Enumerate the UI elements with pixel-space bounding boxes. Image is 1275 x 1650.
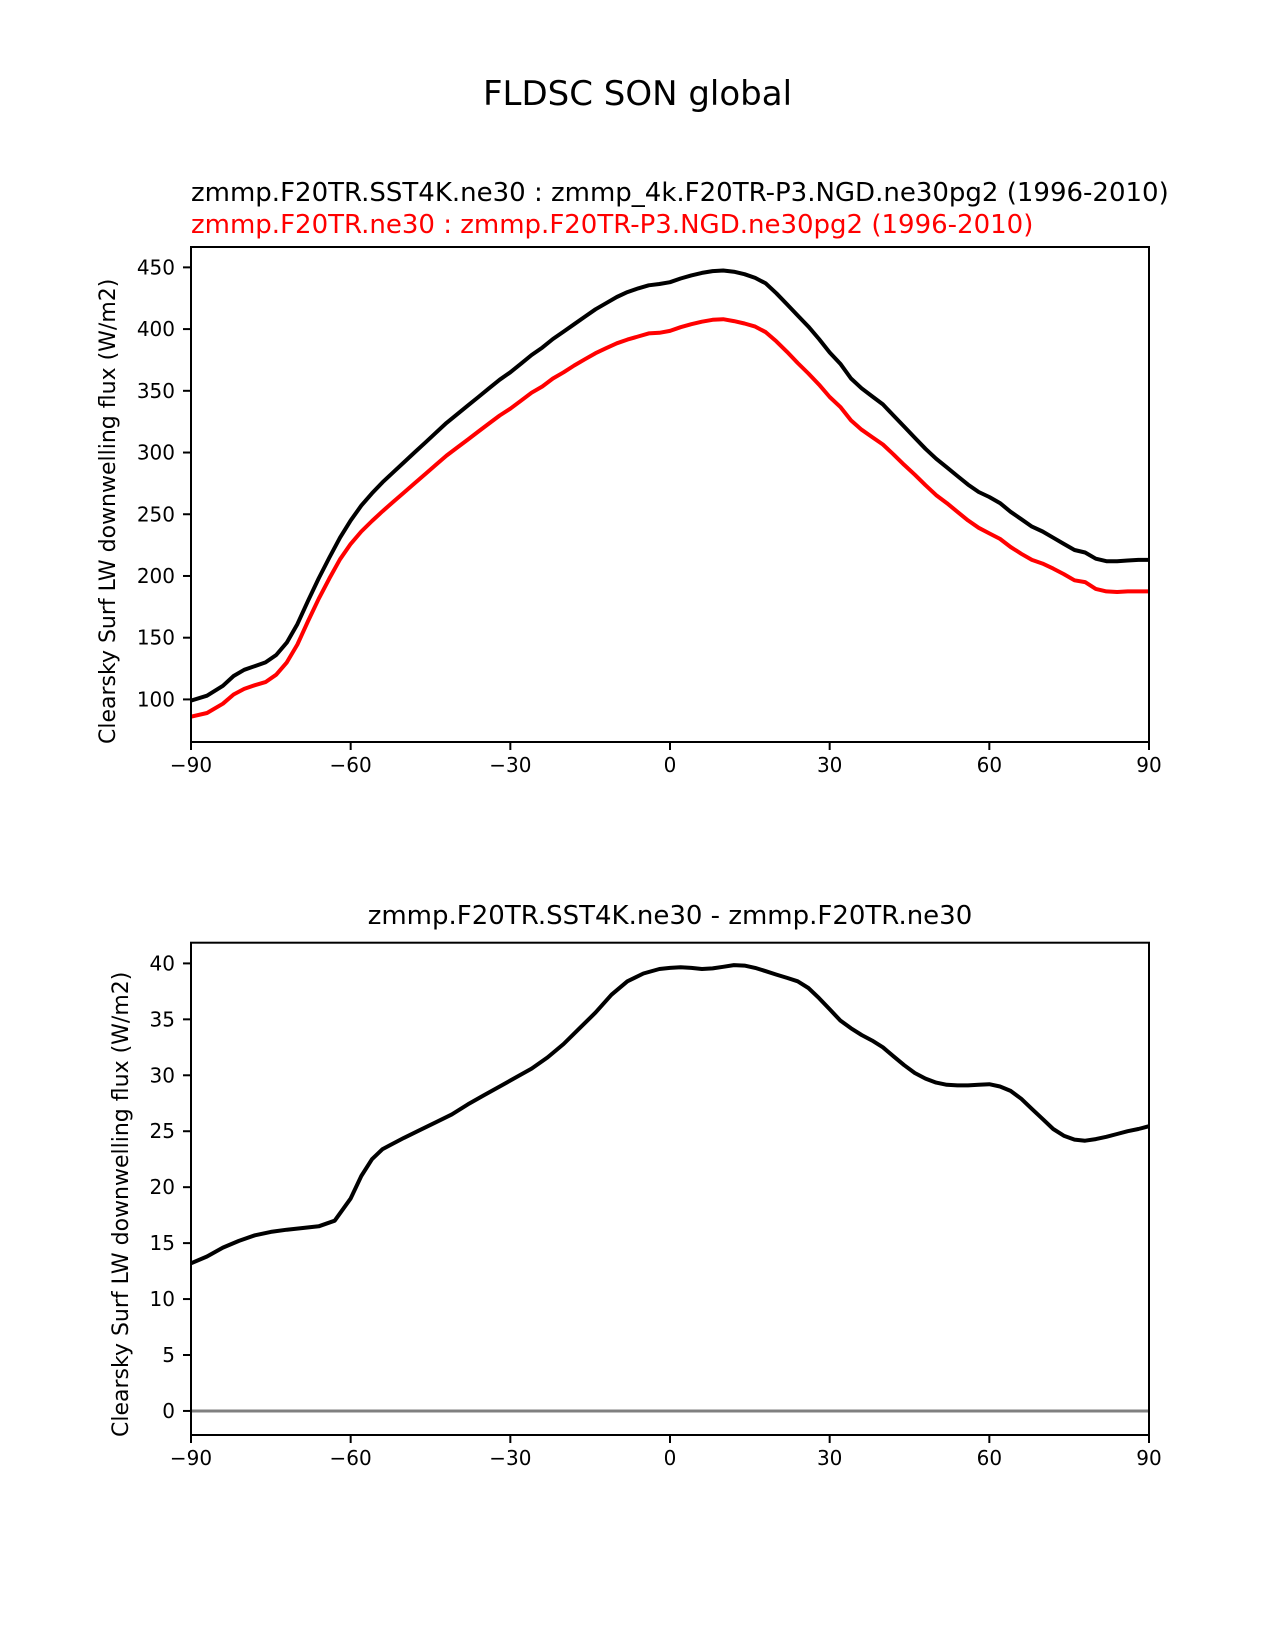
x-tick-label: 0 (663, 753, 677, 777)
x-tick-label: 30 (816, 753, 843, 777)
x-tick-label: −30 (489, 753, 532, 777)
chart0-axes-spines (191, 247, 1149, 742)
chart0-series-line-0 (191, 271, 1149, 701)
top-chart-y-axis-label: Clearsky Surf LW downwelling flux (W/m2) (96, 278, 121, 744)
y-tick-label: 400 (136, 317, 175, 342)
y-tick-label: 200 (136, 563, 175, 588)
bottom-chart-y-axis-label: Clearsky Surf LW downwelling flux (W/m2) (109, 971, 134, 1437)
y-tick-label: 25 (149, 1119, 175, 1144)
x-tick-label: −60 (329, 1446, 372, 1470)
x-tick-label: −90 (169, 753, 213, 777)
y-tick-label: 150 (136, 625, 175, 650)
x-tick-label: 60 (976, 753, 1003, 777)
y-tick-label: 40 (149, 951, 175, 976)
y-tick-label: 15 (149, 1231, 175, 1256)
x-tick-label: 30 (816, 1446, 843, 1470)
y-tick-label: 5 (162, 1343, 175, 1368)
chart1-axes-spines (191, 943, 1149, 1435)
x-tick-label: 90 (1136, 1446, 1162, 1470)
y-tick-label: 30 (149, 1063, 175, 1088)
y-tick-label: 0 (162, 1398, 175, 1423)
x-tick-label: −90 (169, 1446, 213, 1470)
legend-entry-control: zmmp.F20TR.ne30 : zmmp.F20TR-P3.NGD.ne30pg2 (1996-2010) (191, 210, 1034, 240)
y-tick-label: 250 (136, 502, 175, 527)
chart0-series-line-1 (191, 319, 1149, 717)
y-tick-label: 450 (136, 255, 175, 280)
y-tick-label: 100 (136, 687, 175, 712)
x-tick-label: −60 (329, 753, 372, 777)
legend-entry-sst4k: zmmp.F20TR.SST4K.ne30 : zmmp_4k.F20TR-P3.NGD.ne30pg2 (1996-2010) (191, 178, 1169, 208)
x-tick-label: −30 (489, 1446, 532, 1470)
x-tick-label: 0 (663, 1446, 677, 1470)
y-tick-label: 35 (149, 1007, 175, 1032)
figure-title: FLDSC SON global (482, 74, 793, 114)
y-tick-label: 20 (149, 1175, 175, 1200)
chart1-series-line-0 (191, 965, 1149, 1263)
bottom-chart-title: zmmp.F20TR.SST4K.ne30 - zmmp.F20TR.ne30 (367, 901, 973, 931)
y-tick-label: 350 (136, 378, 175, 403)
x-tick-label: 90 (1136, 753, 1162, 777)
x-tick-label: 60 (976, 1446, 1003, 1470)
y-tick-label: 10 (149, 1287, 175, 1312)
y-tick-label: 300 (136, 440, 175, 465)
